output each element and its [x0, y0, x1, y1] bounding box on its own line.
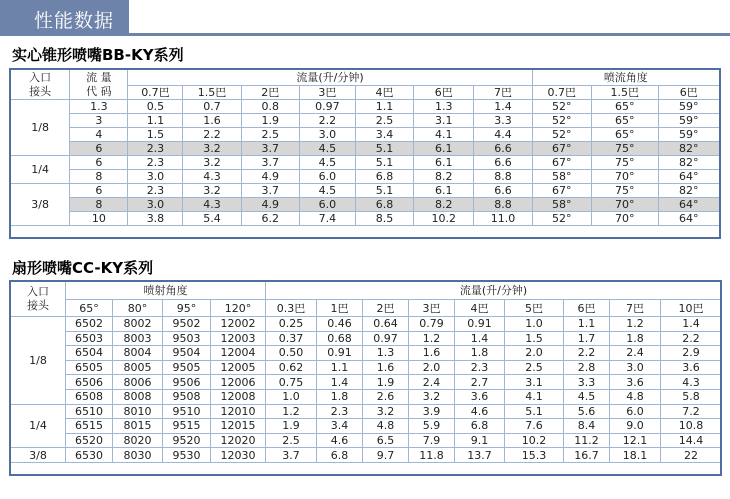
angle-cell: 70°	[591, 198, 658, 212]
flow-cell: 4.6	[317, 433, 363, 448]
flow-cell: 1.2	[409, 331, 455, 346]
flow-code-header: 流 量 代 码	[70, 70, 128, 100]
flow-cell: 4.5	[299, 142, 355, 156]
section-banner	[0, 0, 730, 36]
table-row	[11, 389, 722, 404]
banner-tab	[0, 0, 129, 36]
flow-cell: 6.1	[414, 156, 474, 170]
angle-cell: 82°	[658, 142, 719, 156]
angle-cell: 64°	[658, 212, 719, 226]
flow-cell: 1.8	[610, 331, 661, 346]
banner-title: 性能数据	[34, 10, 115, 32]
angle-cell: 52°	[532, 212, 591, 226]
flow-pressure-header: 3巴	[409, 300, 455, 317]
flow-cell: 2.7	[455, 375, 505, 390]
flow-cell: 2.3	[128, 156, 183, 170]
angle-cell: 67°	[532, 184, 591, 198]
flow-cell: 4.3	[661, 375, 722, 390]
flow-cell: 6.5	[363, 433, 409, 448]
flow-cell: 3.1	[414, 114, 474, 128]
flow-cell: 0.68	[317, 331, 363, 346]
flow-code-cell: 6	[70, 184, 128, 198]
nozzle-code-cell: 8030	[113, 448, 163, 463]
flow-cell: 11.2	[564, 433, 610, 448]
flow-cell: 3.4	[317, 419, 363, 434]
flow-cell: 8.2	[414, 198, 474, 212]
flow-cell: 0.91	[317, 346, 363, 361]
flow-cell: 3.0	[610, 360, 661, 375]
table-row	[11, 360, 722, 375]
nozzle-code-cell: 6530	[66, 448, 113, 463]
flow-cell: 1.8	[455, 346, 505, 361]
flow-cell: 6.6	[474, 156, 532, 170]
angle-cell: 59°	[658, 128, 719, 142]
flow-cell: 5.1	[355, 184, 413, 198]
flow-cell: 2.0	[505, 346, 564, 361]
table-row	[11, 331, 722, 346]
flow-cell: 2.8	[564, 360, 610, 375]
table-row	[11, 346, 722, 361]
flow-code-cell: 1.3	[70, 100, 128, 114]
flow-cell: 3.2	[183, 184, 241, 198]
flow-cell: 4.5	[564, 389, 610, 404]
angle-cell: 65°	[591, 114, 658, 128]
flow-group-header: 流量(升/分钟)	[266, 282, 722, 300]
nozzle-code-cell: 6504	[66, 346, 113, 361]
flow-pressure-header: 6巴	[414, 86, 474, 100]
nozzle-code-cell: 9504	[163, 346, 211, 361]
flow-cell: 1.4	[455, 331, 505, 346]
flow-cell: 3.1	[505, 375, 564, 390]
flow-cell: 4.8	[363, 419, 409, 434]
flow-pressure-header: 4巴	[355, 86, 413, 100]
nozzle-code-cell: 8010	[113, 404, 163, 419]
flow-pressure-header: 3巴	[299, 86, 355, 100]
flow-cell: 2.5	[505, 360, 564, 375]
angle-cell: 75°	[591, 156, 658, 170]
flow-cell: 1.2	[610, 317, 661, 332]
flow-code-cell: 4	[70, 128, 128, 142]
flow-cell: 4.3	[183, 198, 241, 212]
flow-cell: 1.9	[266, 419, 317, 434]
angle-cell: 65°	[591, 100, 658, 114]
flow-cell: 2.6	[363, 389, 409, 404]
angle-header: 65°	[66, 300, 113, 317]
flow-cell: 1.6	[409, 346, 455, 361]
flow-cell: 6.1	[414, 184, 474, 198]
spray-angle-group-header: 喷流角度	[532, 70, 719, 86]
table-row	[11, 170, 720, 184]
angle-cell: 70°	[591, 170, 658, 184]
flow-cell: 6.8	[317, 448, 363, 463]
flow-cell: 18.1	[610, 448, 661, 463]
flow-cell: 2.3	[317, 404, 363, 419]
angle-cell: 59°	[658, 100, 719, 114]
inlet-cell: 3/8	[11, 184, 70, 226]
flow-cell: 0.75	[266, 375, 317, 390]
table-row	[11, 142, 720, 156]
flow-cell: 1.6	[183, 114, 241, 128]
flow-cell: 3.3	[474, 114, 532, 128]
inlet-cell: 3/8	[11, 448, 66, 463]
flow-cell: 0.97	[299, 100, 355, 114]
flow-cell: 1.3	[363, 346, 409, 361]
flow-cell: 4.5	[299, 156, 355, 170]
flow-pressure-header: 1巴	[317, 300, 363, 317]
flow-cell: 9.7	[363, 448, 409, 463]
inlet-header: 入口 接头	[11, 282, 66, 317]
flow-cell: 0.79	[409, 317, 455, 332]
table-row	[11, 198, 720, 212]
flow-group-header: 流量(升/分钟)	[128, 70, 532, 86]
flow-cell: 1.5	[505, 331, 564, 346]
flow-cell: 8.5	[355, 212, 413, 226]
flow-cell: 5.4	[183, 212, 241, 226]
table-row	[11, 156, 720, 170]
table-row	[11, 448, 722, 463]
nozzle-code-cell: 12020	[211, 433, 266, 448]
nozzle-code-cell: 8003	[113, 331, 163, 346]
flow-cell: 3.7	[266, 448, 317, 463]
flow-cell: 2.9	[661, 346, 722, 361]
flow-cell: 3.0	[128, 170, 183, 184]
flow-cell: 12.1	[610, 433, 661, 448]
banner-underline	[0, 33, 730, 36]
flow-cell: 3.6	[610, 375, 661, 390]
flow-cell: 0.7	[183, 100, 241, 114]
flow-cell: 3.7	[241, 156, 299, 170]
nozzle-code-cell: 8008	[113, 389, 163, 404]
spray-angle-group-header: 喷射角度	[66, 282, 266, 300]
flow-cell: 1.0	[266, 389, 317, 404]
angle-pressure-header: 0.7巴	[532, 86, 591, 100]
flow-cell: 0.62	[266, 360, 317, 375]
flow-cell: 6.0	[299, 198, 355, 212]
flow-cell: 5.6	[564, 404, 610, 419]
table-row	[11, 100, 720, 114]
flow-cell: 3.8	[128, 212, 183, 226]
flow-cell: 4.4	[474, 128, 532, 142]
flow-cell: 4.1	[505, 389, 564, 404]
angle-cell: 58°	[532, 170, 591, 184]
flow-cell: 5.8	[661, 389, 722, 404]
flow-cell: 4.9	[241, 170, 299, 184]
flow-cell: 16.7	[564, 448, 610, 463]
table-row	[11, 404, 722, 419]
flow-cell: 1.2	[266, 404, 317, 419]
angle-cell: 58°	[532, 198, 591, 212]
flow-cell: 1.1	[317, 360, 363, 375]
angle-pressure-header: 1.5巴	[591, 86, 658, 100]
flow-cell: 1.7	[564, 331, 610, 346]
nozzle-code-cell: 8005	[113, 360, 163, 375]
bb-ky-performance-table	[10, 69, 720, 226]
angle-cell: 67°	[532, 156, 591, 170]
nozzle-code-cell: 9508	[163, 389, 211, 404]
flow-cell: 2.2	[299, 114, 355, 128]
angle-cell: 52°	[532, 128, 591, 142]
cc-ky-performance-table	[10, 281, 722, 463]
flow-cell: 1.1	[564, 317, 610, 332]
flow-cell: 3.0	[299, 128, 355, 142]
flow-cell: 2.3	[128, 184, 183, 198]
angle-cell: 75°	[591, 142, 658, 156]
flow-cell: 1.4	[661, 317, 722, 332]
nozzle-code-cell: 6520	[66, 433, 113, 448]
nozzle-code-cell: 9515	[163, 419, 211, 434]
flow-cell: 1.8	[317, 389, 363, 404]
flow-cell: 9.0	[610, 419, 661, 434]
section1-title: 实心锥形喷嘴BB-KY系列	[12, 46, 184, 64]
flow-cell: 2.4	[409, 375, 455, 390]
flow-cell: 6.2	[241, 212, 299, 226]
flow-cell: 5.1	[505, 404, 564, 419]
table-row	[11, 184, 720, 198]
flow-cell: 3.2	[409, 389, 455, 404]
angle-header: 95°	[163, 300, 211, 317]
nozzle-code-cell: 12015	[211, 419, 266, 434]
flow-cell: 3.2	[183, 156, 241, 170]
flow-pressure-header: 5巴	[505, 300, 564, 317]
flow-cell: 6.1	[414, 142, 474, 156]
flow-cell: 0.97	[363, 331, 409, 346]
table-row	[11, 433, 722, 448]
angle-cell: 75°	[591, 184, 658, 198]
nozzle-code-cell: 6508	[66, 389, 113, 404]
flow-cell: 6.6	[474, 142, 532, 156]
flow-cell: 0.25	[266, 317, 317, 332]
nozzle-code-cell: 9530	[163, 448, 211, 463]
flow-cell: 5.1	[355, 142, 413, 156]
flow-cell: 6.0	[299, 170, 355, 184]
flow-cell: 1.0	[505, 317, 564, 332]
inlet-cell: 1/4	[11, 404, 66, 448]
flow-cell: 4.6	[455, 404, 505, 419]
nozzle-code-cell: 8006	[113, 375, 163, 390]
angle-cell: 65°	[591, 128, 658, 142]
table-row	[11, 317, 722, 332]
flow-cell: 3.6	[661, 360, 722, 375]
table-row	[11, 375, 722, 390]
nozzle-code-cell: 8004	[113, 346, 163, 361]
flow-pressure-header: 4巴	[455, 300, 505, 317]
angle-cell: 70°	[591, 212, 658, 226]
nozzle-code-cell: 9502	[163, 317, 211, 332]
table-row	[11, 212, 720, 226]
flow-cell: 2.5	[241, 128, 299, 142]
angle-header: 120°	[211, 300, 266, 317]
flow-cell: 0.91	[455, 317, 505, 332]
flow-cell: 6.6	[474, 184, 532, 198]
nozzle-code-cell: 8002	[113, 317, 163, 332]
flow-cell: 2.2	[564, 346, 610, 361]
flow-cell: 1.4	[317, 375, 363, 390]
flow-cell: 3.7	[241, 142, 299, 156]
nozzle-code-cell: 9506	[163, 375, 211, 390]
flow-cell: 3.7	[241, 184, 299, 198]
flow-cell: 1.5	[128, 128, 183, 142]
flow-cell: 10.8	[661, 419, 722, 434]
flow-cell: 0.46	[317, 317, 363, 332]
nozzle-code-cell: 6505	[66, 360, 113, 375]
angle-cell: 67°	[532, 142, 591, 156]
flow-cell: 3.9	[409, 404, 455, 419]
nozzle-code-cell: 12030	[211, 448, 266, 463]
flow-cell: 7.9	[409, 433, 455, 448]
flow-cell: 2.4	[610, 346, 661, 361]
angle-cell: 82°	[658, 184, 719, 198]
table-row	[11, 128, 720, 142]
flow-cell: 4.8	[610, 389, 661, 404]
flow-cell: 3.4	[355, 128, 413, 142]
nozzle-code-cell: 6503	[66, 331, 113, 346]
flow-cell: 6.8	[355, 170, 413, 184]
flow-cell: 1.1	[128, 114, 183, 128]
flow-pressure-header: 0.7巴	[128, 86, 183, 100]
flow-pressure-header: 6巴	[564, 300, 610, 317]
angle-cell: 82°	[658, 156, 719, 170]
flow-code-cell: 6	[70, 142, 128, 156]
flow-cell: 1.6	[363, 360, 409, 375]
flow-cell: 8.4	[564, 419, 610, 434]
flow-cell: 3.2	[183, 142, 241, 156]
nozzle-code-cell: 8020	[113, 433, 163, 448]
flow-pressure-header: 2巴	[363, 300, 409, 317]
flow-cell: 2.2	[661, 331, 722, 346]
flow-cell: 0.8	[241, 100, 299, 114]
flow-cell: 8.8	[474, 170, 532, 184]
flow-cell: 13.7	[455, 448, 505, 463]
nozzle-code-cell: 9510	[163, 404, 211, 419]
flow-pressure-header: 7巴	[474, 86, 532, 100]
section2-title: 扇形喷嘴CC-KY系列	[12, 259, 154, 277]
flow-pressure-header: 2巴	[241, 86, 299, 100]
flow-cell: 6.8	[355, 198, 413, 212]
flow-cell: 4.3	[183, 170, 241, 184]
inlet-cell: 1/8	[11, 100, 70, 156]
flow-cell: 1.1	[355, 100, 413, 114]
flow-cell: 6.8	[455, 419, 505, 434]
flow-cell: 4.9	[241, 198, 299, 212]
flow-cell: 3.3	[564, 375, 610, 390]
flow-cell: 6.0	[610, 404, 661, 419]
flow-cell: 3.0	[128, 198, 183, 212]
nozzle-code-cell: 12002	[211, 317, 266, 332]
flow-cell: 3.6	[455, 389, 505, 404]
nozzle-code-cell: 6510	[66, 404, 113, 419]
inlet-cell: 1/8	[11, 317, 66, 405]
flow-cell: 4.5	[299, 184, 355, 198]
flow-cell: 9.1	[455, 433, 505, 448]
nozzle-code-cell: 12004	[211, 346, 266, 361]
flow-pressure-header: 10巴	[661, 300, 722, 317]
angle-cell: 52°	[532, 100, 591, 114]
nozzle-code-cell: 12006	[211, 375, 266, 390]
flow-cell: 7.6	[505, 419, 564, 434]
flow-cell: 7.4	[299, 212, 355, 226]
flow-cell: 11.8	[409, 448, 455, 463]
flow-cell: 1.9	[241, 114, 299, 128]
nozzle-code-cell: 6515	[66, 419, 113, 434]
flow-cell: 2.2	[183, 128, 241, 142]
flow-cell: 10.2	[505, 433, 564, 448]
flow-code-cell: 8	[70, 198, 128, 212]
nozzle-code-cell: 12010	[211, 404, 266, 419]
nozzle-code-cell: 9520	[163, 433, 211, 448]
flow-code-cell: 6	[70, 156, 128, 170]
flow-cell: 5.9	[409, 419, 455, 434]
flow-cell: 0.5	[128, 100, 183, 114]
angle-cell: 64°	[658, 170, 719, 184]
flow-cell: 0.50	[266, 346, 317, 361]
table-row	[11, 114, 720, 128]
inlet-cell: 1/4	[11, 156, 70, 184]
angle-header: 80°	[113, 300, 163, 317]
flow-cell: 8.8	[474, 198, 532, 212]
flow-cell: 2.3	[128, 142, 183, 156]
nozzle-code-cell: 12005	[211, 360, 266, 375]
flow-cell: 15.3	[505, 448, 564, 463]
flow-code-cell: 3	[70, 114, 128, 128]
flow-cell: 14.4	[661, 433, 722, 448]
flow-cell: 2.5	[266, 433, 317, 448]
flow-cell: 7.2	[661, 404, 722, 419]
nozzle-code-cell: 9503	[163, 331, 211, 346]
flow-cell: 1.4	[474, 100, 532, 114]
angle-pressure-header: 6巴	[658, 86, 719, 100]
flow-cell: 2.5	[355, 114, 413, 128]
flow-cell: 1.3	[414, 100, 474, 114]
flow-cell: 4.1	[414, 128, 474, 142]
flow-cell: 2.0	[409, 360, 455, 375]
flow-cell: 22	[661, 448, 722, 463]
flow-code-cell: 10	[70, 212, 128, 226]
flow-cell: 10.2	[414, 212, 474, 226]
flow-pressure-header: 7巴	[610, 300, 661, 317]
flow-cell: 2.3	[455, 360, 505, 375]
flow-cell: 0.64	[363, 317, 409, 332]
angle-cell: 64°	[658, 198, 719, 212]
flow-cell: 5.1	[355, 156, 413, 170]
nozzle-code-cell: 12008	[211, 389, 266, 404]
flow-cell: 1.9	[363, 375, 409, 390]
nozzle-code-cell: 6506	[66, 375, 113, 390]
nozzle-code-cell: 6502	[66, 317, 113, 332]
nozzle-code-cell: 9505	[163, 360, 211, 375]
angle-cell: 59°	[658, 114, 719, 128]
nozzle-code-cell: 8015	[113, 419, 163, 434]
angle-cell: 52°	[532, 114, 591, 128]
flow-cell: 8.2	[414, 170, 474, 184]
flow-pressure-header: 1.5巴	[183, 86, 241, 100]
flow-code-cell: 8	[70, 170, 128, 184]
inlet-header: 入口 接头	[11, 70, 70, 100]
table-row	[11, 419, 722, 434]
flow-pressure-header: 0.3巴	[266, 300, 317, 317]
nozzle-code-cell: 12003	[211, 331, 266, 346]
flow-cell: 0.37	[266, 331, 317, 346]
flow-cell: 3.2	[363, 404, 409, 419]
flow-cell: 11.0	[474, 212, 532, 226]
